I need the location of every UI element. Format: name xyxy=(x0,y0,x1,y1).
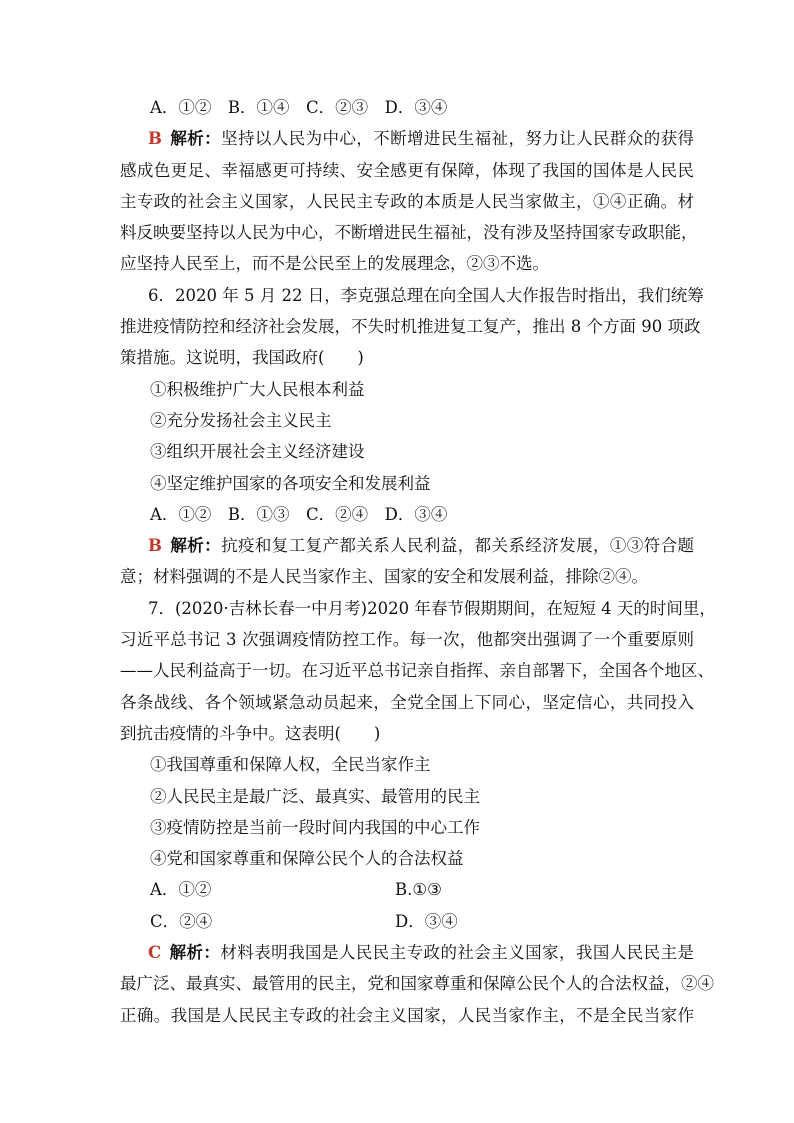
q6-analysis-line-2: 意；材料强调的不是人民当家作主、国家的安全和发展利益，排除②④。 xyxy=(120,567,648,587)
q5-analysis-line-4: 料反映要坚持以人民为中心，不断增进民生福祉，没有涉及坚持国家专政职能， xyxy=(120,223,698,243)
q5-analysis-line-1 xyxy=(148,123,694,154)
q7-stem-line-4: 各条战线、各个领域紧急动员起来，全党全国上下同心，坚定信心，共同投入 xyxy=(120,692,694,712)
q6-stem-line-3: 策措施。这说明，我国政府( ) xyxy=(120,348,364,368)
q7-option-a: A．①② xyxy=(150,880,212,900)
q6-analysis-text: 抗疫和复工复产都关系人民利益，都关系经济发展，①③符合题 xyxy=(221,536,695,556)
q7-options-row-2 xyxy=(148,906,694,937)
q5-analysis-line-5: 应坚持人民至上，而不是公民至上的发展理念，②③不选。 xyxy=(120,254,549,274)
q7-item-1: ①我国尊重和保障人权，全民当家作主 xyxy=(150,755,431,775)
q5-analysis-label: 解析： xyxy=(169,129,222,149)
q5-answer-letter: B xyxy=(148,129,162,149)
q7-stem-line-3: ——人民利益高于一切。在习近平总书记亲自指挥、亲自部署下，全国各个地区、 xyxy=(120,661,714,681)
q6-stem-line-2: 推进疫情防控和经济社会发展，不失时机推进复工复产，推出 8 个方面 90 项政 xyxy=(120,317,701,337)
q7-item-2: ②人民民主是最广泛、最真实、最管用的民主 xyxy=(150,786,480,806)
q6-item-4: ④坚定维护国家的各项安全和发展利益 xyxy=(150,473,431,493)
q5-analysis-line-2: 感成色更足、幸福感更可持续、安全感更有保障，体现了我国的国体是人民民 xyxy=(120,160,694,180)
q7-analysis-label: 解析： xyxy=(169,943,221,963)
q7-option-c: C．②④ xyxy=(150,911,213,931)
q6-answer-letter: B xyxy=(148,536,162,556)
q7-answer-letter: C xyxy=(148,943,162,963)
q7-analysis-text: 材料表明我国是人民民主专政的社会主义国家，我国人民民主是 xyxy=(220,943,695,963)
q6-options: A．①② B．①③ C．②④ D．③④ xyxy=(150,504,448,524)
q6-analysis-label: 解析： xyxy=(169,536,222,556)
q7-stem-line-5: 到抗击疫情的斗争中。这表明( ) xyxy=(120,723,381,743)
q6-analysis-line-1 xyxy=(148,530,694,561)
q6-stem-line-1: 6．2020 年 5 月 22 日，李克强总理在向全国人大作报告时指出，我们统筹 xyxy=(148,285,704,305)
q7-analysis-line-3: 正确。我国是人民民主专政的社会主义国家，人民当家作主，不是全民当家作 xyxy=(120,1005,694,1025)
q7-analysis-line-1 xyxy=(148,937,694,968)
q7-option-d: D．③④ xyxy=(395,911,458,931)
q5-analysis-line-3: 主专政的社会主义国家，人民民主专政的本质是人民当家做主，①④正确。材 xyxy=(120,191,694,211)
q6-item-1: ①积极维护广大人民根本利益 xyxy=(150,379,365,399)
q5-options: A．①② B．①④ C．②③ D．③④ xyxy=(150,98,448,117)
q7-stem-line-2: 习近平总书记 3 次强调疫情防控工作。每一次，他都突出强调了一个重要原则 xyxy=(120,630,694,650)
q7-options-row-1 xyxy=(148,874,694,905)
q5-analysis-text: 坚持以人民为中心，不断增进民生福祉，努力让人民群众的获得 xyxy=(221,129,695,149)
q6-item-2: ②充分发扬社会主义民主 xyxy=(150,410,332,430)
q7-analysis-line-2: 最广泛、最真实、最管用的民主，党和国家尊重和保障公民个人的合法权益，②④ xyxy=(120,974,714,994)
q7-option-b: B.①③ xyxy=(395,880,442,900)
q7-item-4: ④党和国家尊重和保障公民个人的合法权益 xyxy=(150,849,464,869)
q7-item-3: ③疫情防控是当前一段时间内我国的中心工作 xyxy=(150,817,480,837)
q6-item-3: ③组织开展社会主义经济建设 xyxy=(150,442,365,462)
q7-stem-line-1: 7．(2020·吉林长春一中月考)2020 年春节假期期间，在短短 4 天的时间里， xyxy=(148,598,716,618)
